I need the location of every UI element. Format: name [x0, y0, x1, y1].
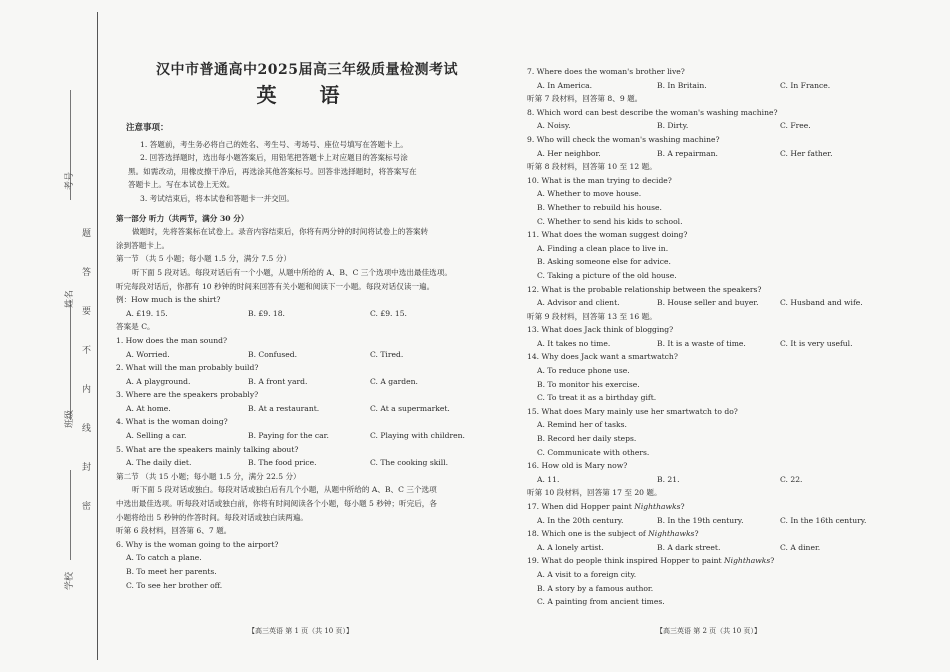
notice-heading: 注意事项： — [126, 123, 169, 133]
question-options — [527, 337, 907, 351]
label-school: 学校 — [65, 571, 75, 590]
exam-title: 汉中市普通高中2025届高三年级质量检测考试 — [156, 62, 458, 78]
binding-rule — [70, 300, 71, 420]
option: B. The food price. — [248, 458, 317, 468]
question: 9. Who will check the woman's washing machine? — [527, 134, 720, 144]
option: A. To catch a plane. — [126, 553, 202, 563]
option: C. To treat it as a birthday gift. — [537, 393, 657, 403]
question: 7. Where does the woman's brother live? — [527, 67, 685, 76]
section2-intro: 小题将给出 5 秒钟的作答时间。每段对话或独白读两遍。 — [116, 512, 308, 522]
binding-warning — [82, 230, 96, 542]
option: B. Confused. — [248, 349, 298, 359]
option: B. 21. — [657, 474, 680, 484]
page-footer-right: 【高三英语 第 2 页（共 10 页）】 — [656, 627, 761, 635]
option: B. Asking someone else for advice. — [537, 257, 671, 267]
option: A. A playground. — [126, 376, 191, 386]
question-options — [116, 375, 498, 389]
notice-item: 3. 考试结束后，将本试卷和答题卡一并交回。 — [140, 193, 294, 203]
option: C. Whether to send his kids to school. — [537, 216, 683, 226]
question-options — [116, 456, 498, 470]
question: 11. What does the woman suggest doing? — [527, 230, 688, 240]
label-class: 班级 — [65, 409, 75, 428]
option: A. Finding a clean place to live in. — [537, 243, 669, 253]
left-column — [116, 60, 498, 592]
option: B. Record her daily steps. — [537, 434, 637, 444]
binding-char: 答 — [82, 268, 92, 278]
exam-subject: 英 语 — [256, 83, 358, 107]
question: 14. Why does Jack want a smartwatch? — [527, 352, 678, 362]
question-options — [527, 514, 907, 528]
section1-heading: 第一节 （共 5 小题；每小题 1.5 分，满分 7.5 分） — [116, 254, 291, 264]
option: B. A dark street. — [657, 542, 721, 552]
option: A. In America. — [537, 80, 593, 90]
question-mark: ? — [770, 556, 775, 566]
option: C. A diner. — [780, 542, 821, 552]
notice-item: 1. 答题前，考生务必将自己的姓名、考生号、考场号、座位号填写在答题卡上。 — [140, 139, 408, 149]
binding-char: 要 — [82, 307, 92, 317]
question-options — [527, 147, 907, 161]
question: 12. What is the probable relationship between the speakers? — [527, 284, 762, 294]
material-heading: 听第 7 段材料，回答第 8、9 题。 — [527, 94, 643, 104]
option: B. It is a waste of time. — [657, 338, 746, 348]
question: 2. What will the man probably build? — [116, 363, 259, 373]
option: C. Taking a picture of the old house. — [537, 270, 677, 280]
binding-char: 封 — [82, 463, 92, 473]
option: B. In Britain. — [657, 80, 707, 90]
option: B. At a restaurant. — [248, 403, 320, 413]
option: A. To reduce phone use. — [537, 366, 630, 376]
question-options — [527, 296, 907, 310]
option: A. At home. — [126, 403, 171, 413]
page-footer-left: 【高三英语 第 1 页（共 10 页）】 — [248, 627, 353, 635]
label-exam-number: 考号 — [65, 171, 75, 190]
question: 15. What does Mary mainly use her smartwatch to do? — [527, 406, 738, 416]
question-mark: ? — [694, 529, 699, 539]
question-mark: ? — [680, 502, 685, 511]
part1-intro: 做题时，先将答案标在试卷上。录音内容结束后，你将有两分钟的时间将试卷上的答案转 — [132, 227, 429, 237]
question-options — [116, 348, 498, 362]
notice-item: 2. 回答选择题时，选出每小题答案后，用铅笔把答题卡上对应题目的答案标号涂 — [140, 153, 408, 163]
option: A. A visit to a foreign city. — [537, 569, 637, 579]
option: C. In France. — [780, 80, 831, 90]
binding-char: 密 — [82, 502, 92, 512]
question: 3. Where are the speakers probably? — [116, 390, 259, 400]
binding-rule — [70, 470, 71, 560]
option: C. Husband and wife. — [780, 298, 863, 308]
painting-title: Nighthawks — [634, 502, 681, 511]
option: A. A lonely artist. — [537, 542, 604, 552]
painting-title: Nighthawks — [724, 556, 771, 566]
question — [527, 554, 907, 568]
right-column — [527, 65, 907, 609]
label-name: 姓名 — [65, 289, 75, 308]
option: A. Noisy. — [537, 121, 571, 131]
option: B. Dirty. — [657, 121, 689, 131]
option: B. Whether to rebuild his house. — [537, 202, 662, 212]
part1-heading: 第一部分 听力（共两节，满分 30 分） — [116, 213, 249, 223]
option: C. In the 16th century. — [780, 515, 867, 525]
option: A. Worried. — [126, 349, 170, 359]
question — [527, 527, 907, 541]
binding-char: 不 — [82, 346, 92, 356]
example-question: 例：How much is the shirt? — [116, 295, 221, 305]
question-text: 18. Which one is the subject of — [527, 529, 649, 539]
binding-char: 线 — [82, 424, 92, 434]
option: C. 22. — [780, 474, 803, 484]
option: C. Communicate with others. — [537, 447, 650, 457]
question: 5. What are the speakers mainly talking about? — [116, 444, 299, 454]
option: A. In the 20th century. — [537, 515, 624, 525]
option: B. A front yard. — [248, 376, 308, 386]
option: C. £9. 15. — [370, 308, 407, 318]
section2-heading: 第二节 （共 15 小题；每小题 1.5 分，满分 22.5 分） — [116, 471, 301, 481]
material-heading: 听第 6 段材料，回答第 6、7 题。 — [116, 526, 232, 536]
material-heading: 听第 9 段材料，回答第 13 至 16 题。 — [527, 311, 657, 321]
option: C. Her father. — [780, 148, 833, 158]
section1-intro: 听下面 5 段对话。每段对话后有一个小题，从题中所给的 A、B、C 三个选项中选出最佳选项。 — [132, 267, 452, 277]
question-options — [527, 541, 907, 555]
part1-intro: 涂到答题卡上。 — [116, 240, 170, 250]
question: 10. What is the man trying to decide? — [527, 175, 672, 185]
option: B. A repairman. — [657, 148, 718, 158]
option: C. It is very useful. — [780, 338, 853, 348]
option: C. The cooking skill. — [370, 458, 449, 468]
binding-char: 题 — [82, 229, 92, 239]
binding-line — [97, 12, 98, 660]
question-options — [116, 429, 498, 443]
option: C. Playing with children. — [370, 431, 465, 441]
option: C. Free. — [780, 121, 811, 131]
option: B. Paying for the car. — [248, 431, 329, 441]
question: 1. How does the man sound? — [116, 335, 228, 345]
option: A. Selling a car. — [126, 431, 187, 441]
option: B. A story by a famous author. — [537, 583, 654, 593]
notice-item: 答题卡上。写在本试卷上无效。 — [128, 180, 235, 190]
option: C. A garden. — [370, 376, 418, 386]
material-heading: 听第 8 段材料，回答第 10 至 12 题。 — [527, 162, 657, 172]
option: A. £19. 15. — [126, 308, 168, 318]
section1-intro: 听完每段对话后，你都有 10 秒钟的时间来回答有关小题和阅读下一小题。每段对话仅读一遍。 — [116, 281, 435, 291]
question-options — [116, 402, 498, 416]
option: A. 11. — [537, 474, 560, 484]
binding-char: 内 — [82, 385, 92, 395]
painting-title: Nighthawks — [648, 529, 695, 539]
material-heading: 听第 10 段材料，回答第 17 至 20 题。 — [527, 488, 662, 498]
option: C. To see her brother off. — [126, 580, 223, 590]
option: B. To monitor his exercise. — [537, 379, 640, 389]
example-answer: 答案是 C。 — [116, 322, 155, 332]
option: A. The daily diet. — [126, 458, 192, 468]
question-text: 17. When did Hopper paint — [527, 502, 635, 511]
question-options — [527, 119, 907, 133]
option: B. In the 19th century. — [657, 515, 744, 525]
question-text: 19. What do people think inspired Hopper to paint — [527, 556, 724, 566]
question: 6. Why is the woman going to the airport? — [116, 539, 279, 549]
option: A. Remind her of tasks. — [537, 420, 627, 430]
option: C. At a supermarket. — [370, 403, 450, 413]
example-options — [116, 307, 498, 321]
question: 16. How old is Mary now? — [527, 461, 628, 471]
question: 13. What does Jack think of blogging? — [527, 325, 674, 335]
option: A. Whether to move house. — [537, 189, 642, 199]
option: C. A painting from ancient times. — [537, 597, 665, 607]
section2-intro: 听下面 5 段对话或独白。每段对话或独白后有几个小题，从题中所给的 A、B、C 三个选项 — [132, 485, 437, 495]
option: A. Her neighbor. — [537, 148, 601, 158]
section2-intro: 中选出最佳选项。听每段对话或独白前，你将有时间阅读各个小题，每小题 5 秒钟；听完后，各 — [116, 499, 437, 509]
question — [527, 500, 907, 514]
option: B. House seller and buyer. — [657, 298, 759, 308]
question-options — [527, 473, 907, 487]
option: A. It takes no time. — [537, 338, 611, 348]
question-options — [527, 79, 907, 93]
notice-item: 黑。如需改动，用橡皮擦干净后，再选涂其他答案标号。回答非选择题时，将答案写在 — [128, 166, 417, 176]
option: A. Advisor and client. — [537, 298, 620, 308]
question: 8. Which word can best describe the woman's washing machine? — [527, 107, 778, 117]
option: B. To meet her parents. — [126, 567, 217, 576]
option: C. Tired. — [370, 349, 404, 359]
question: 4. What is the woman doing? — [116, 417, 228, 427]
option: B. £9. 18. — [248, 308, 285, 318]
